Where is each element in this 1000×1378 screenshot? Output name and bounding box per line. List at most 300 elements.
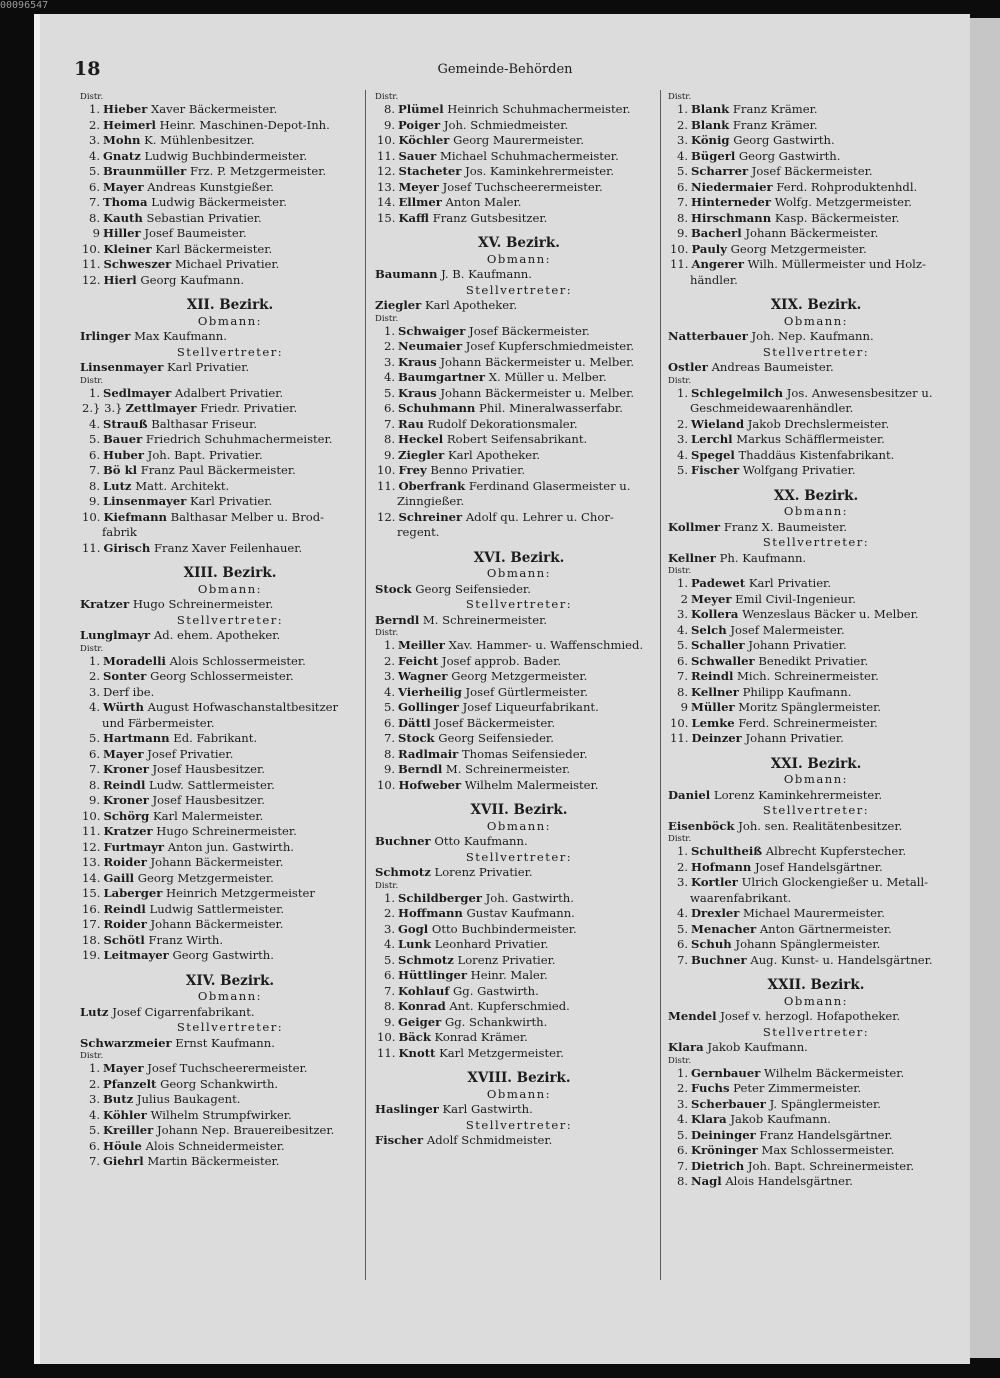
list-item [375, 937, 663, 953]
entry-description: Anton Gärtnermeister. [759, 921, 892, 936]
entry-number: 11. [670, 731, 689, 745]
district-label: Distr. [80, 375, 104, 386]
entry-name: Schaller [691, 638, 745, 652]
entry-name: Sonter [103, 669, 147, 683]
entry-number: 8. [676, 684, 688, 699]
entry-name: Nagl [691, 1174, 722, 1188]
entry-number: 3. [88, 684, 100, 699]
entry-number: 10. [82, 241, 101, 256]
entry-number: 1. [88, 385, 100, 400]
entry-description: Hugo Schreinermeister. [156, 824, 297, 838]
entry-number: 1. [676, 1065, 688, 1080]
entry-description: Georg Metzgermeister. [137, 870, 274, 885]
district-heading: XIV. Bezirk. [185, 972, 275, 989]
entry-number: 8. [88, 777, 100, 792]
list-item [80, 417, 380, 433]
entry-number: 1. [88, 1061, 100, 1075]
entry-name: Gollinger [398, 700, 459, 714]
entry-name: Linsenmayer [103, 494, 187, 508]
entry-description: Joh. Bapt. Schreinermeister. [747, 1158, 915, 1173]
entry-number: 8. [88, 210, 100, 225]
entry-number: 11. [377, 148, 396, 163]
entry-name: Sedlmayer [103, 385, 172, 400]
entry-description: Jakob Drechslermeister. [747, 416, 890, 431]
entry-description: August Hofwaschanstaltbesitzer [147, 700, 339, 714]
entry-continuation: Geschmeidewaarenhändler. [690, 401, 854, 415]
list-item [668, 1097, 964, 1113]
entry-description: Benedikt Privatier. [758, 653, 869, 668]
stellvertreter-label: Stellvertreter: [762, 344, 870, 359]
entry-name: Kohlauf [398, 983, 450, 998]
list-item [668, 844, 964, 860]
district-label: Distr. [80, 1051, 104, 1061]
entry-number: 7. [383, 731, 395, 745]
stellvertreter-label: Stellvertreter: [762, 1024, 870, 1039]
entry-description: Heinr. Maler. [470, 968, 548, 982]
official-description: Otto Kaufmann. [434, 834, 528, 848]
list-item [80, 933, 380, 949]
official-name: Berndl [375, 612, 420, 627]
entry-number: 5. [88, 432, 100, 446]
entry-number: 5. [383, 952, 395, 967]
entry-number: 3. [676, 607, 688, 621]
entry-name: Wieland [691, 416, 745, 431]
entry-name: Hinterneder [691, 195, 772, 209]
entry-description: Emil Civil-Ingenieur. [735, 591, 856, 606]
entry-name: Reindl [103, 901, 146, 916]
list-item [668, 242, 964, 258]
list-item [80, 401, 380, 417]
entry-name: Ellmer [398, 195, 442, 209]
entry-name: Meyer [398, 179, 439, 194]
entry-description: Xav. Hammer- u. Waffenschmied. [448, 638, 644, 652]
district-label: Distr. [80, 92, 104, 102]
list-item [668, 102, 964, 118]
obmann-label: Obmann: [197, 313, 263, 328]
entry-description: Josef Handelsgärtner. [755, 859, 883, 874]
list-item [668, 1112, 964, 1128]
list-item [80, 257, 380, 273]
entry-description: Benno Privatier. [430, 463, 526, 477]
list-item [80, 778, 380, 794]
entry-number: 9. [383, 1014, 395, 1029]
entry-name: Scharrer [691, 164, 749, 178]
official-name: Lunglmayr [80, 628, 151, 642]
entry-number: 4. [383, 370, 395, 384]
entry-name: Bacherl [691, 226, 742, 240]
list-item [668, 417, 964, 433]
official-name: Stock [375, 581, 412, 596]
obmann-label: Obmann: [486, 251, 552, 266]
entry-description: Alois Handelsgärtner. [725, 1174, 853, 1188]
entry-name: Kauth [103, 210, 143, 225]
entry-number: 6. [676, 653, 688, 668]
entry-description: Josef Baumeister. [144, 226, 247, 240]
entry-number: 11. [82, 540, 101, 555]
entry-name: Spegel [691, 447, 735, 462]
entry-description: Georg Schlossermeister. [150, 669, 294, 683]
list-item [375, 370, 663, 386]
list-item [80, 386, 380, 402]
official-name: Schmotz [375, 865, 431, 879]
list-item [80, 948, 380, 964]
obmann-label: Obmann: [197, 581, 263, 596]
entry-description: Karl Privatier. [748, 576, 832, 590]
entry-description: Johann Bäckermeister u. Melber. [440, 354, 635, 369]
entry-name: Hofweber [398, 777, 462, 792]
entry-description: Franz Wirth. [148, 932, 224, 947]
entry-description: Joh. Bapt. Privatier. [147, 447, 263, 462]
stellvertreter-label: Stellvertreter: [176, 344, 284, 359]
entry-description: M. Schreinermeister. [445, 762, 571, 776]
official-description: Georg Seifensieder. [415, 581, 531, 596]
list-item [668, 386, 964, 402]
entry-number: 2. [383, 339, 395, 353]
page-number: 18 [74, 58, 101, 80]
list-item [80, 1123, 380, 1139]
district-heading: XXII. Bezirk. [767, 977, 865, 993]
entry-number: 15. [82, 886, 101, 900]
entry-name: Kiefmann [103, 509, 167, 524]
entry-number: 9 [680, 700, 688, 714]
entry-number: 4. [88, 148, 100, 163]
list-item [80, 762, 380, 778]
entry-number: 8. [383, 999, 395, 1013]
entry-name: Lemke [691, 715, 735, 730]
obmann-label: Obmann: [783, 504, 849, 518]
entry-number: 2. [383, 906, 395, 920]
entry-number: 2. [88, 117, 100, 132]
entry-name: Padewet [691, 576, 746, 590]
entry-name: Wagner [398, 669, 448, 683]
entry-description: Georg Metzgermeister. [451, 669, 588, 683]
list-item [80, 479, 380, 495]
entry-description: Franz Xaver Feilenhauer. [153, 540, 303, 555]
entry-number: 6. [88, 179, 100, 194]
official-name: Natterbauer [668, 329, 748, 343]
list-item [668, 211, 964, 227]
list-item [668, 195, 964, 211]
scan-id-label: 00096547 [0, 0, 49, 11]
official-description: Jakob Kaufmann. [707, 1040, 808, 1054]
list-item [80, 1139, 380, 1155]
official-description: Josef v. herzogl. Hofapotheker. [720, 1009, 901, 1023]
entry-description: Johann Nep. Brauereibesitzer. [156, 1123, 335, 1137]
district-label: Distr. [375, 880, 399, 891]
entry-number: 5. [676, 921, 688, 936]
stellvertreter-label: Stellvertreter: [762, 803, 870, 817]
district-heading: XII. Bezirk. [186, 297, 274, 313]
official-name: Lutz [80, 1004, 109, 1019]
entry-number: 6. [676, 179, 688, 194]
entry-description: Ludw. Sattlermeister. [149, 777, 275, 792]
entry-name: Girisch [103, 540, 151, 555]
entry-name: Bügerl [691, 148, 736, 163]
entry-number: 8. [676, 210, 688, 225]
entry-number: 7. [88, 195, 100, 209]
entry-number: 6. [676, 1143, 688, 1157]
entry-number: 3. [383, 669, 395, 683]
entry-number: 13. [82, 855, 101, 869]
entry-description: Franz Gutsbesitzer. [432, 210, 548, 225]
entry-number: 9. [383, 447, 395, 462]
entry-description: Martin Bäckermeister. [147, 1154, 280, 1168]
official-name: Kratzer [80, 597, 130, 611]
entry-name: Mayer [103, 179, 144, 194]
entry-continuation: fabrik [102, 525, 137, 539]
entry-number: 3. [88, 133, 100, 147]
list-item [80, 902, 380, 918]
entry-number: 12. [377, 164, 396, 178]
entry-name: Dietrich [691, 1158, 745, 1173]
entry-name: Klara [691, 1112, 727, 1126]
entry-name: Mohn [103, 133, 141, 147]
official-entry [668, 329, 964, 345]
list-item [375, 133, 663, 149]
entry-number: 2. [383, 653, 395, 668]
list-item [375, 716, 663, 732]
list-item [668, 953, 964, 969]
list-item [80, 180, 380, 196]
entry-number: 5. [88, 731, 100, 745]
entry-number: 4. [88, 1107, 100, 1122]
entry-number: 10. [377, 1030, 396, 1044]
entry-name: Rau [398, 416, 424, 431]
obmann-label: Obmann: [197, 989, 263, 1003]
entry-description: Joh. Gastwirth. [485, 890, 574, 905]
obmann-label: Obmann: [783, 993, 849, 1008]
entry-description: Adolf qu. Lehrer u. Chor- [465, 509, 614, 524]
stellvertreter-label: Stellvertreter: [176, 612, 284, 627]
entry-number: 5. [676, 463, 688, 477]
obmann-label: Obmann: [783, 772, 849, 786]
entry-description: Rudolf Dekorationsmaler. [427, 416, 578, 431]
entry-name: Poiger [398, 117, 441, 132]
entry-name: Bauer [103, 432, 143, 446]
list-item [668, 906, 964, 922]
list-item [668, 257, 964, 273]
entry-number: 2. [676, 859, 688, 874]
entry-description: Ferd. Schreinermeister. [738, 715, 878, 730]
official-entry [375, 834, 663, 850]
official-entry [375, 865, 663, 881]
official-entry [375, 582, 663, 598]
entry-name: Ziegler [398, 447, 445, 462]
stellvertreter-label: Stellvertreter: [465, 1117, 573, 1132]
entry-name: Kröninger [691, 1143, 758, 1157]
entry-description: Philipp Kaufmann. [742, 684, 852, 699]
official-entry [80, 360, 380, 376]
entry-description: Alois Schneidermeister. [145, 1138, 285, 1153]
entry-description: Ludwig Sattlermeister. [149, 901, 285, 916]
entry-number: 1. [88, 653, 100, 668]
entry-description: Heinrich Schuhmachermeister. [447, 102, 631, 116]
entry-name: Sauer [398, 148, 437, 163]
list-item [668, 1066, 964, 1082]
entry-name: Kreiller [103, 1123, 154, 1137]
entry-description: Friedr. Privatier. [200, 401, 298, 415]
list-item [375, 102, 663, 118]
entry-name: Zettlmayer [125, 401, 197, 415]
entry-name: Gaill [103, 870, 135, 885]
district-label: Distr. [375, 628, 399, 638]
entry-description: Leonhard Privatier. [434, 937, 549, 951]
entry-name: Buchner [691, 952, 747, 967]
stellvertreter-label: Stellvertreter: [176, 1020, 284, 1034]
list-item [80, 133, 380, 149]
entry-number: 5. [676, 164, 688, 178]
list-item [375, 906, 663, 922]
list-item [375, 118, 663, 134]
list-item [668, 164, 964, 180]
district-heading: XVIII. Bezirk. [467, 1070, 571, 1086]
entry-number: 9 [92, 226, 100, 240]
list-item [668, 731, 964, 747]
entry-number: 5. [383, 700, 395, 714]
list-item [668, 922, 964, 938]
official-name: Baumann [375, 267, 438, 281]
entry-description: Albrecht Kupferstecher. [765, 844, 907, 858]
list-item [375, 1030, 663, 1046]
entry-description: Andreas Kunstgießer. [147, 179, 274, 194]
entry-name: König [691, 133, 730, 147]
entry-description: Wilhelm Malermeister. [464, 777, 599, 792]
entry-name: Neumaier [398, 339, 463, 353]
district-label: Distr. [668, 566, 692, 576]
entry-number: 6. [383, 968, 395, 982]
official-name: Schwarzmeier [80, 1035, 172, 1050]
entry-name: Köhler [103, 1107, 147, 1122]
entry-name: Reindl [691, 669, 734, 683]
official-entry [668, 1040, 964, 1056]
entry-name: Hiller [103, 226, 141, 240]
entry-description: Heinr. Maschinen-Depot-Inh. [159, 117, 330, 132]
entry-number: 17. [82, 917, 101, 931]
list-item [375, 324, 663, 340]
entry-description: Wilh. Müllermeister und Holz- [747, 257, 926, 271]
entry-number: 9. [88, 494, 100, 508]
official-description: Ad. ehem. Apotheker. [153, 628, 281, 642]
entry-name: Hierl [103, 272, 137, 287]
entry-number: 2.} 3.} [82, 401, 123, 415]
entry-description: Georg Schankwirth. [160, 1076, 279, 1091]
list-item [375, 1046, 663, 1062]
official-description: M. Schreinermeister. [422, 612, 548, 627]
entry-description: Wilhelm Strumpfwirker. [150, 1107, 292, 1122]
entry-description: Karl Apotheker. [447, 447, 541, 462]
list-item [80, 448, 380, 464]
entry-description: X. Müller u. Melber. [488, 370, 607, 384]
entry-name: Hirschmann [691, 210, 772, 225]
entry-name: Blank [691, 117, 730, 132]
list-item [375, 731, 663, 747]
entry-name: Butz [103, 1092, 134, 1106]
list-item [668, 669, 964, 685]
entry-description: Markus Schäfflermeister. [736, 432, 885, 446]
entry-number: 4. [676, 148, 688, 163]
entry-number: 8. [676, 1174, 688, 1188]
list-item [375, 638, 663, 654]
list-item [668, 1081, 964, 1097]
entry-description: Moritz Spänglermeister. [738, 700, 882, 714]
official-description: Max Kaufmann. [134, 329, 227, 343]
entry-number: 6. [676, 937, 688, 951]
list-item [80, 432, 380, 448]
entry-name: Stock [398, 731, 435, 745]
list-item [80, 917, 380, 933]
official-description: Franz X. Baumeister. [723, 519, 848, 534]
entry-name: Kortler [691, 875, 738, 889]
entry-name: Menacher [691, 921, 757, 936]
official-entry [668, 551, 964, 567]
entry-description: Johann Bäckermeister. [745, 226, 879, 240]
entry-description: Jakob Kaufmann. [730, 1112, 831, 1126]
entry-description: Wolfg. Metzgermeister. [774, 195, 912, 209]
entry-name: Plümel [398, 102, 444, 116]
official-entry [668, 819, 964, 835]
official-entry [80, 1036, 380, 1052]
entry-description: Michael Schuhmachermeister. [439, 148, 619, 163]
entry-name: Gogl [398, 921, 429, 936]
list-item [80, 855, 380, 871]
list-item [375, 417, 663, 433]
entry-name: Laberger [103, 886, 163, 900]
entry-name: Blank [691, 102, 730, 116]
entry-description: Michael Maurermeister. [743, 906, 885, 920]
list-item [80, 541, 380, 557]
list-item [375, 211, 663, 227]
entry-description: Ferdinand Glasermeister u. [468, 478, 631, 493]
entry-number: 5. [88, 1123, 100, 1137]
entry-number: 10. [670, 241, 689, 256]
entry-description: Peter Zimmermeister. [733, 1081, 862, 1095]
list-item [375, 762, 663, 778]
list-item [80, 809, 380, 825]
entry-name: Drexler [691, 906, 740, 920]
entry-name: Hüttlinger [398, 968, 467, 982]
list-item [80, 273, 380, 289]
entry-number: 10. [670, 715, 689, 730]
entry-description: Georg Gastwirth. [172, 948, 274, 962]
entry-number: 7. [88, 762, 100, 776]
list-item [668, 149, 964, 165]
entry-number: 8. [88, 478, 100, 493]
entry-number: 11. [377, 478, 396, 493]
entry-name: Schlegelmilch [691, 385, 784, 400]
entry-name: Angerer [691, 257, 744, 271]
entry-description: Franz Paul Bäckermeister. [140, 463, 296, 477]
list-item [375, 195, 663, 211]
list-item [668, 118, 964, 134]
entry-number: 2. [676, 117, 688, 132]
entry-number: 4. [383, 937, 395, 951]
entry-number: 4. [676, 1112, 688, 1126]
entry-number: 5. [88, 164, 100, 178]
entry-number: 4. [676, 622, 688, 637]
district-label: Distr. [668, 375, 692, 386]
entry-description: Johann Privatier. [748, 638, 847, 652]
list-item [80, 793, 380, 809]
list-item [668, 1159, 964, 1175]
entry-name: Feicht [398, 653, 439, 668]
entry-description: Wenzeslaus Bäcker u. Melber. [742, 607, 919, 621]
entry-name: Frey [398, 463, 427, 477]
entry-number: 1. [383, 890, 395, 905]
entry-description: Franz Handelsgärtner. [759, 1127, 893, 1142]
entry-description: Michael Privatier. [174, 257, 280, 271]
official-entry [80, 329, 380, 345]
entry-description: Johann Privatier. [745, 731, 844, 745]
